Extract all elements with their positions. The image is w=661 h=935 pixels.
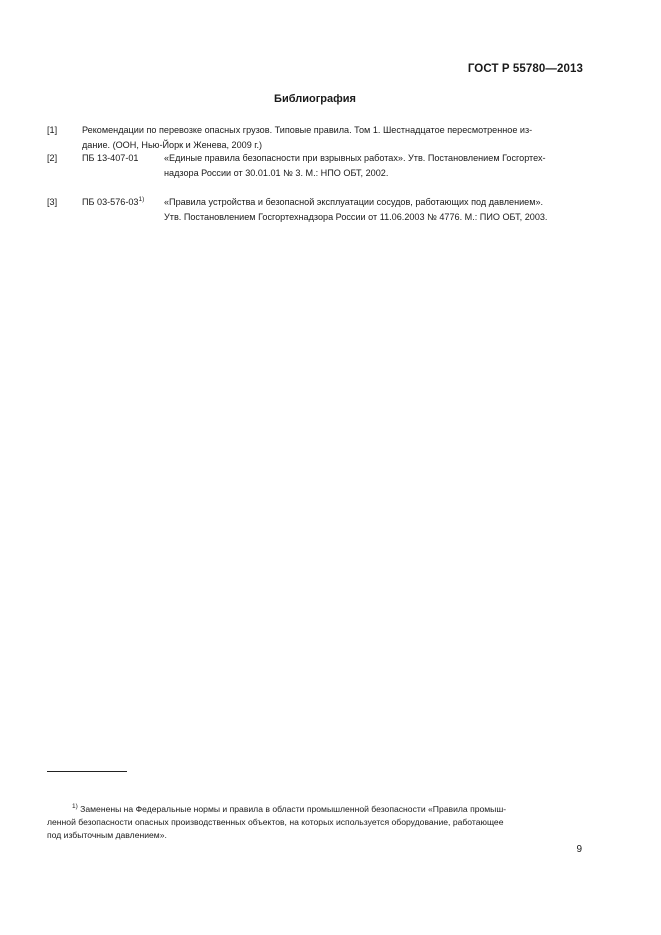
footnote [47, 803, 587, 842]
footnote-mark: 1) [72, 803, 78, 810]
entry-text [82, 123, 586, 153]
entry-number: [2] [47, 153, 58, 163]
footnote-line: ленной безопасности опасных производственных объектов, на которых используется оборудование, работающее [47, 817, 504, 827]
bibliography-entry [47, 151, 587, 181]
bibliography-entry [47, 195, 587, 225]
entry-code [82, 195, 144, 210]
entry-text-line: Утв. Постановлением Госгортехнадзора России от 11.06.2003 № 4776. М.: ПИО ОБТ, 2003. [164, 212, 548, 222]
entry-text-line: надзора России от 30.01.01 № 3. М.: НПО ОБТ, 2002. [164, 168, 389, 178]
entry-number: [1] [47, 125, 58, 135]
footnote-line [47, 803, 587, 816]
entry-text-line: «Правила устройства и безопасной эксплуатации сосудов, работающих под давлением». [164, 197, 544, 207]
footnote-reference: 1) [138, 196, 145, 203]
entry-text-line: дание. (ООН, Нью-Йорк и Женева, 2009 г.) [82, 140, 263, 150]
footnote-line: под избыточным давлением». [47, 830, 167, 840]
entry-code-text: ПБ 03-576-03 [82, 197, 139, 207]
entry-text [164, 195, 587, 225]
section-title: Библиография [274, 93, 356, 105]
footnote-text: Заменены на Федеральные нормы и правила в области промышленной безопасности «Правила промыш- [80, 804, 507, 814]
entry-code: ПБ 13-407-01 [82, 153, 139, 163]
entry-text-line: Рекомендации по перевозке опасных грузов. Типовые правила. Том 1. Шестнадцатое пересмотренное из- [82, 125, 533, 135]
entry-text-line: «Единые правила безопасности при взрывных работах». Утв. Постановлением Госгортех- [164, 153, 546, 163]
bibliography-entry [47, 123, 587, 153]
footnote-divider [47, 771, 127, 772]
page-number: 9 [576, 844, 582, 855]
document-code: ГОСТ Р 55780—2013 [467, 63, 583, 75]
entry-text [164, 151, 587, 181]
entry-number: [3] [47, 197, 58, 207]
